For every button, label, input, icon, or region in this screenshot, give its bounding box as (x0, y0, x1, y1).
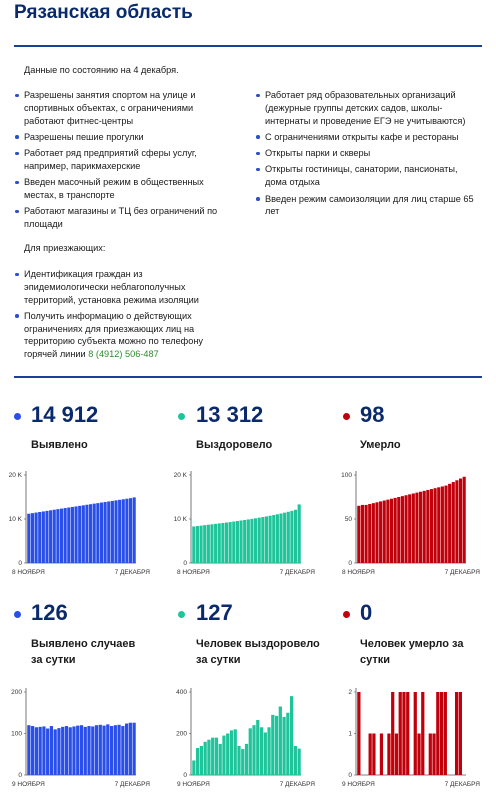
bar (294, 510, 297, 563)
bar (54, 729, 57, 775)
list-item-text: Получить информацию о действующих ограничениях для приезжающих лиц на территорию субъекта можно по телефону горячей линии (24, 310, 204, 360)
bar (102, 726, 105, 775)
x-start-label: 8 НОЯБРЯ (177, 569, 210, 576)
bar (401, 496, 404, 563)
y-tick-label: 10 K (8, 516, 22, 524)
y-tick-label: 2 (348, 689, 352, 697)
bar (196, 526, 199, 563)
bar (215, 738, 218, 775)
bar (35, 727, 38, 775)
bar (38, 512, 41, 563)
bar (74, 506, 77, 563)
bar (402, 692, 405, 775)
bar (107, 501, 110, 563)
bar (298, 749, 301, 775)
bar (93, 504, 96, 563)
y-tick-label: 20 K (173, 472, 187, 480)
bar (463, 477, 466, 563)
bar (434, 488, 437, 563)
bar (114, 725, 117, 775)
bar (203, 525, 206, 563)
bar (430, 489, 433, 563)
bar (64, 508, 67, 563)
bar (196, 748, 199, 775)
bar (117, 725, 120, 775)
bar (412, 493, 415, 563)
bar (275, 716, 278, 775)
x-start-label: 9 НОЯБРЯ (12, 781, 45, 788)
bar (395, 734, 398, 776)
bar (200, 746, 203, 775)
bar (241, 749, 244, 775)
chart-daily-detected (0, 682, 160, 792)
bar (256, 720, 259, 775)
y-tick-label: 0 (183, 772, 187, 780)
bar (122, 499, 125, 563)
bar (415, 493, 418, 563)
bar (46, 729, 49, 775)
list-item: Работает ряд образовательных организаций (дежурные группы детских садов, школы-интернаты и проведение ЕГЭ не учитываются) (255, 89, 475, 127)
bar (452, 482, 455, 563)
list-item: С ограничениями открыты кафе и рестораны (255, 131, 475, 144)
bar (200, 526, 203, 563)
bar (261, 517, 264, 563)
bar (49, 510, 52, 563)
dot-icon (343, 611, 350, 618)
dot-icon (14, 413, 21, 420)
bar (31, 513, 34, 563)
x-end-label: 7 ДЕКАБРЯ (279, 781, 315, 788)
bar (42, 726, 45, 775)
bar (394, 498, 397, 563)
bar (110, 726, 113, 775)
bar (375, 502, 378, 563)
bar (276, 514, 279, 563)
bar (369, 734, 372, 776)
bar (258, 518, 261, 563)
bar (57, 728, 60, 775)
y-tick-label: 100 (11, 730, 22, 738)
chart-recovered (165, 465, 325, 580)
bar (399, 692, 402, 775)
bar (218, 523, 221, 563)
bar (192, 526, 195, 563)
y-tick-label: 200 (176, 730, 187, 738)
x-end-label: 7 ДЕКАБРЯ (444, 781, 480, 788)
bar (121, 726, 124, 775)
bar (118, 500, 121, 563)
bar (129, 498, 132, 563)
bar (286, 713, 289, 775)
bar (294, 746, 297, 775)
bar (397, 497, 400, 563)
y-tick-label: 50 (344, 516, 352, 524)
bar (226, 734, 229, 776)
bar (380, 734, 383, 776)
dot-icon (343, 413, 350, 420)
bar (133, 723, 136, 775)
bar (282, 717, 285, 775)
list-item: Введен масочный режим в общественных местах, в транспорте (14, 176, 229, 202)
bar (459, 479, 462, 563)
bar (99, 725, 102, 775)
bar (264, 732, 267, 775)
bar (65, 726, 68, 775)
bar (221, 523, 224, 563)
bar (459, 692, 462, 775)
bar (423, 491, 426, 563)
bar (279, 514, 282, 564)
chart-deaths (330, 465, 490, 580)
list-item: Работают магазины и ТЦ без ограничений по площади (14, 205, 229, 231)
bar (236, 521, 239, 563)
stat-label-deaths: Умерло (360, 439, 401, 451)
bar (230, 730, 233, 775)
list-item: Открыты парки и скверы (255, 147, 475, 160)
bar (69, 727, 72, 775)
bar (283, 513, 286, 563)
bar (78, 506, 81, 563)
y-tick-label: 20 K (8, 472, 22, 480)
x-end-label: 7 ДЕКАБРЯ (444, 569, 480, 576)
bar (250, 519, 253, 563)
stat-label-detected: Выявлено (31, 439, 88, 451)
bar (361, 505, 364, 563)
bar (441, 486, 444, 563)
x-start-label: 8 НОЯБРЯ (12, 569, 45, 576)
stat-value-daily-detected: 126 (31, 600, 68, 625)
bar (53, 510, 56, 563)
stat-value-recovered: 13 312 (196, 402, 264, 427)
bar (272, 515, 275, 563)
bar (207, 740, 210, 775)
bar (42, 511, 45, 563)
list-item: Разрешены пешие прогулки (14, 131, 229, 144)
stat-label-daily-deaths: Человек умерло за сутки (360, 638, 464, 666)
chart-detected (0, 465, 160, 580)
bar (82, 505, 85, 563)
chart-daily-recovered (165, 682, 325, 792)
bar (239, 520, 242, 563)
right-restrictions-list (255, 89, 475, 222)
bar (45, 511, 48, 563)
bar (114, 500, 117, 563)
stat-value-detected: 14 912 (31, 402, 99, 427)
bar (287, 512, 290, 563)
bar (106, 724, 109, 775)
bar (225, 523, 228, 563)
bar (243, 520, 246, 563)
bar (247, 519, 250, 563)
bar (237, 746, 240, 775)
bar (386, 500, 389, 563)
bar (210, 524, 213, 563)
bar (357, 506, 360, 563)
x-start-label: 9 НОЯБРЯ (342, 781, 375, 788)
bar (298, 504, 301, 563)
bar (71, 507, 74, 563)
chart-daily-deaths (330, 682, 490, 792)
bar (234, 729, 237, 775)
section-divider (14, 376, 482, 378)
arrivals-heading: Для приезжающих: (24, 243, 106, 253)
bar (76, 726, 79, 775)
hotline-phone-link[interactable]: 8 (4912) 506-487 (88, 349, 159, 360)
list-item: Работает ряд предприятий сферы услуг, например, парикмахерские (14, 147, 229, 173)
bar (232, 522, 235, 563)
bar (89, 504, 92, 563)
bar (437, 487, 440, 563)
y-tick-label: 0 (183, 560, 187, 568)
bar (125, 499, 128, 563)
dot-icon (178, 413, 185, 420)
bar (211, 738, 214, 775)
bar (379, 501, 382, 563)
y-tick-label: 10 K (173, 516, 187, 524)
bar (96, 503, 99, 563)
dot-icon (14, 611, 21, 618)
bar (426, 490, 429, 563)
bar (125, 724, 128, 775)
bar (448, 484, 451, 563)
bar (56, 509, 59, 563)
bar (290, 511, 293, 563)
bar (436, 692, 439, 775)
bar (35, 513, 38, 563)
bar (27, 514, 30, 563)
stat-label-recovered: Выздоровело (196, 439, 273, 451)
bar (104, 502, 107, 563)
bar (455, 692, 458, 775)
list-item: Идентификация граждан из эпидемиологически неблагополучных территорий, установка режима изоляции (14, 268, 214, 306)
bar (27, 725, 30, 775)
x-end-label: 7 ДЕКАБРЯ (114, 569, 150, 576)
bar (265, 516, 268, 563)
bar (80, 725, 83, 775)
bar (245, 744, 248, 775)
y-tick-label: 200 (11, 689, 22, 697)
header-divider (14, 45, 482, 47)
list-item (14, 310, 214, 361)
bar (39, 727, 42, 775)
stat-value-deaths: 98 (360, 402, 385, 427)
y-tick-label: 1 (348, 730, 352, 738)
y-tick-label: 100 (341, 472, 352, 480)
bar (429, 734, 432, 776)
bar (444, 692, 447, 775)
bar (414, 692, 417, 775)
bar (419, 492, 422, 563)
stat-label-daily-detected: Выявлено случаев за сутки (31, 638, 136, 666)
bar (372, 734, 375, 776)
bar (133, 497, 136, 563)
bar (214, 524, 217, 563)
bar (249, 728, 252, 775)
bar (260, 727, 263, 775)
bar (31, 726, 34, 775)
bar (279, 707, 282, 775)
bar (91, 726, 94, 775)
bar (271, 715, 274, 775)
bar (192, 760, 195, 775)
bar (455, 480, 458, 563)
stat-value-daily-deaths: 0 (360, 600, 373, 625)
bar (357, 692, 360, 775)
y-tick-label: 0 (348, 772, 352, 780)
bar (368, 504, 371, 563)
x-end-label: 7 ДЕКАБРЯ (114, 781, 150, 788)
left-restrictions-list (14, 89, 229, 234)
bar (383, 501, 386, 563)
bar (60, 509, 63, 563)
list-item: Разрешены занятия спортом на улице и спортивных объектах, с ограничениями работают фитнес-центры (14, 89, 229, 127)
bar (100, 503, 103, 563)
bar (267, 727, 270, 775)
bar (387, 734, 390, 776)
x-start-label: 9 НОЯБРЯ (177, 781, 210, 788)
list-item: Введен режим самоизоляции для лиц старше 65 лет (255, 193, 475, 219)
bar (229, 522, 232, 563)
bar (290, 696, 293, 775)
x-end-label: 7 ДЕКАБРЯ (279, 569, 315, 576)
bar (204, 742, 207, 775)
bar (87, 726, 90, 775)
stat-value-daily-recovered: 127 (196, 600, 233, 625)
arrivals-list (14, 268, 214, 365)
bar (417, 734, 420, 776)
bar (222, 736, 225, 775)
y-tick-label: 0 (18, 772, 22, 780)
y-tick-label: 400 (176, 689, 187, 697)
bar (269, 516, 272, 563)
bar (404, 495, 407, 563)
x-start-label: 8 НОЯБРЯ (342, 569, 375, 576)
bar (390, 499, 393, 563)
bar (391, 692, 394, 775)
bar (72, 726, 75, 775)
bar (219, 744, 222, 775)
bar (252, 725, 255, 775)
bar (444, 486, 447, 563)
bar (85, 505, 88, 563)
bar (421, 692, 424, 775)
bar (254, 518, 257, 563)
bar (440, 692, 443, 775)
bar (365, 505, 368, 563)
list-item: Открыты гостиницы, санатории, пансионаты, дома отдыха (255, 163, 475, 189)
bar (406, 692, 409, 775)
bar (207, 525, 210, 563)
bar (372, 503, 375, 563)
bar (61, 727, 64, 775)
stat-label-daily-recovered: Человек выздоровело за сутки (196, 638, 320, 666)
y-tick-label: 0 (18, 560, 22, 568)
bar (432, 734, 435, 776)
bar (50, 726, 53, 775)
bar (95, 725, 98, 775)
dot-icon (178, 611, 185, 618)
date-note: Данные по состоянию на 4 декабря. (24, 65, 179, 75)
y-tick-label: 0 (348, 560, 352, 568)
bar (408, 494, 411, 563)
bar (129, 723, 132, 775)
bar (67, 508, 70, 563)
page-title: Рязанская область (14, 2, 193, 23)
bar (84, 727, 87, 775)
bar (111, 501, 114, 563)
